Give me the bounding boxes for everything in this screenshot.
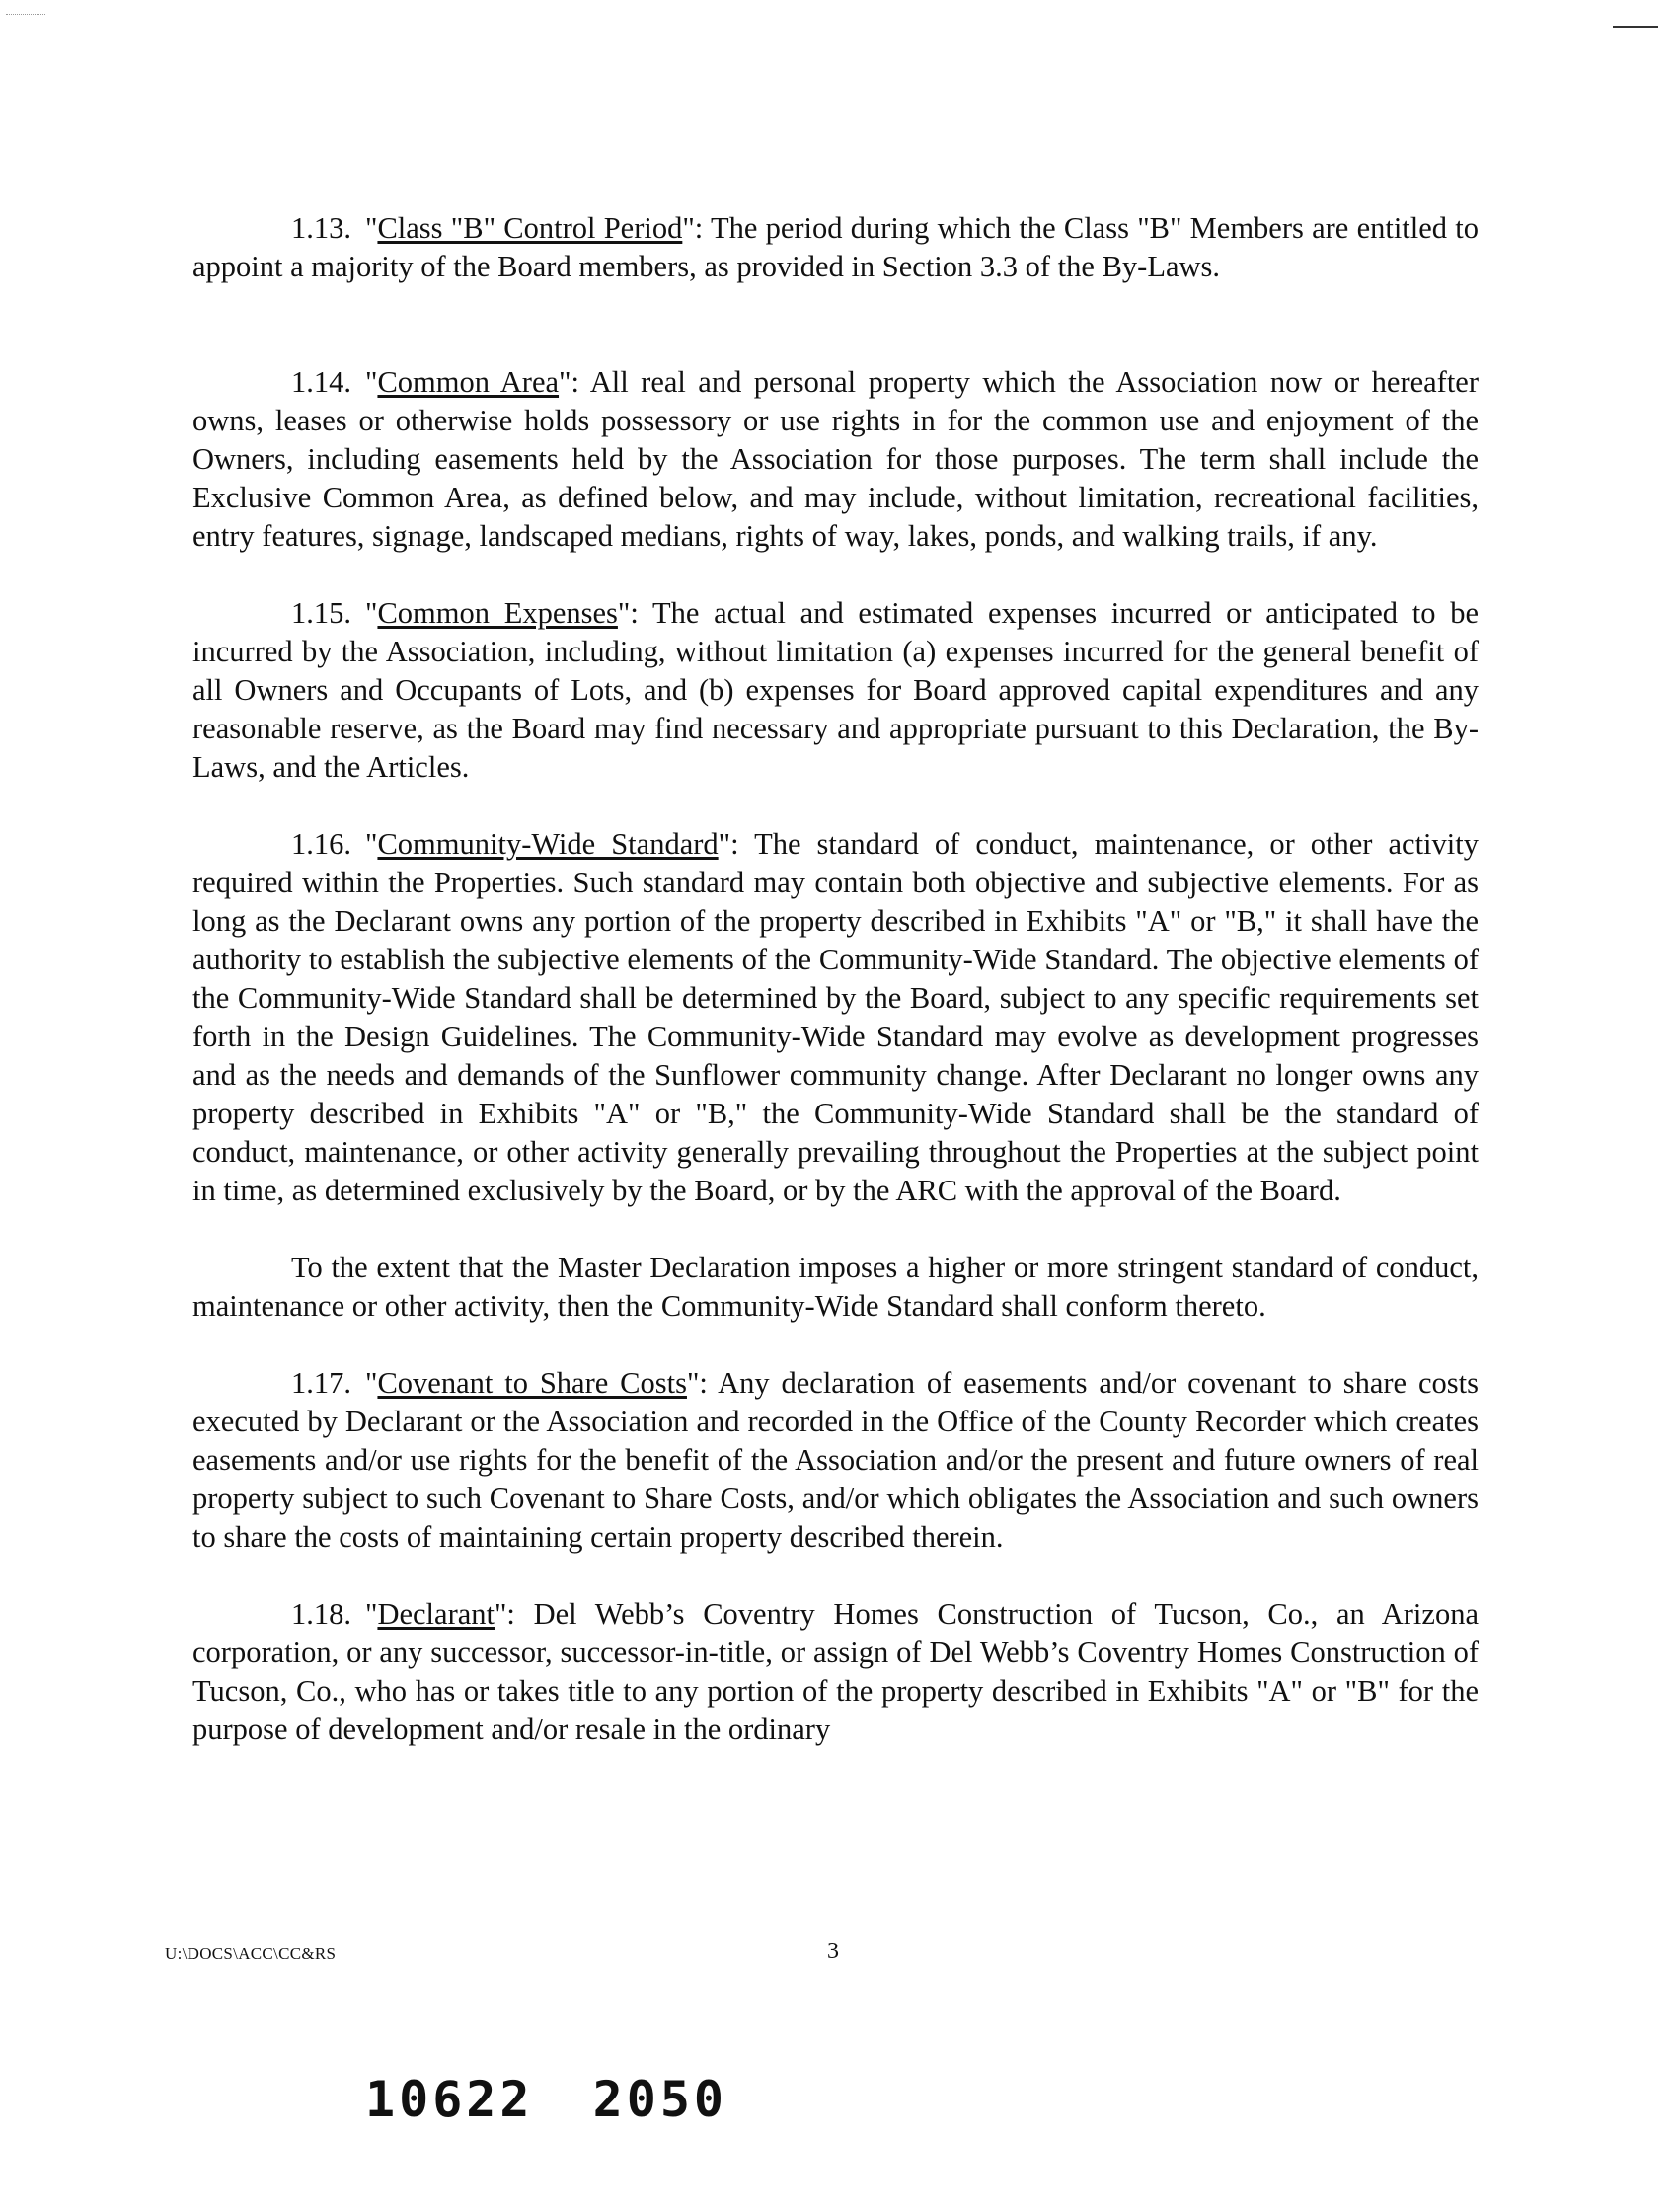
section-1-16: 1.16. "Community-Wide Standard": The standard of conduct, maintenance, or other activity required within the Properties. Such standard may contain both objective and subjective elements. For as long as the Declarant owns any portion of the property described in Exhibits "A" or "B," it shall have the authority to establish the subjective elements of the Community-Wide Standard. The objective elements of the Community-Wide Standard shall be determined by the Board, subject to any specific requirements set forth in the Design Guidelines. The Community-Wide Standard may evolve as development progresses and as the needs and demands of the Sunflower community change. After Declarant no longer owns any property described in Exhibits "A" or "B," the Community-Wide Standard shall be the standard of conduct, maintenance, or other activity generally prevailing throughout the Properties at the subject point in time, as determined exclusively by the Board, or by the ARC with the approval of the Board.: [192, 827, 1479, 1207]
section-number: 1.13.: [291, 211, 351, 245]
footer-page-number: 3: [827, 1939, 839, 1964]
section-number: 1.17.: [291, 1366, 351, 1400]
section-1-14: 1.14. "Common Area": All real and personal property which the Association now or hereafter owns, leases or otherwise holds possessory or use rights in for the common use and enjoyment of the Owners, including easements held by the Association for those purposes. The term shall include the Exclusive Common Area, as defined below, and may include, without limitation, recreational facilities, entry features, signage, landscaped medians, rights of way, lakes, ponds, and walking trails, if any.: [192, 365, 1479, 553]
defined-term: Declarant: [377, 1597, 495, 1631]
section-1-15: 1.15. "Common Expenses": The actual and estimated expenses incurred or anticipated to be incurred by the Association, including, without limitation (a) expenses incurred for the general benefit of all Owners and Occupants of Lots, and (b) expenses for Board approved capital expenditures and any reasonable reserve, as the Board may find necessary and appropriate pursuant to this Declaration, the By-Laws, and the Articles.: [192, 596, 1479, 784]
section-number: 1.15.: [291, 596, 351, 630]
defined-term: Common Area: [377, 365, 560, 399]
scan-mark-left: [6, 14, 45, 15]
section-number: 1.18.: [291, 1597, 351, 1631]
section-text: All real and personal property which the Association now or hereafter owns, leases or otherwise holds possessory or use rights in for the common use and enjoyment of the Owners, including easements held by the Association for those purposes. The term shall include the Exclusive Common Area, as defined below, and may include, without limitation, recreational facilities, entry features, signage, landscaped medians, rights of way, lakes, ponds, and walking trails, if any.: [192, 365, 1479, 553]
section-text: Del Webb’s Coventry Homes Construction of Tucson, Co., an Arizona corporation, or any successor, successor-in-title, or assign of Del Webb’s Coventry Homes Construction of Tucson, Co., who has or takes title to any portion of the property described in Exhibits "A" or "B" for the purpose of development and/or resale in the ordinary: [192, 1597, 1479, 1746]
section-text: To the extent that the Master Declaration imposes a higher or more stringent standard of conduct, maintenance or other activity, then the Community-Wide Standard shall conform thereto.: [192, 1251, 1479, 1323]
scan-mark-right: [1613, 26, 1658, 28]
section-number: 1.16.: [291, 827, 351, 861]
defined-term: Community-Wide Standard: [377, 827, 719, 861]
defined-term: Covenant to Share Costs: [377, 1366, 687, 1400]
section-1-16-continuation: [192, 1249, 1479, 1326]
recording-stamp: [365, 2071, 727, 2128]
section-text: The period during which the Class "B" Members are entitled to appoint a majority of the Board members, as provided in Section 3.3 of the By-Laws.: [192, 211, 1479, 283]
section-number: 1.14.: [291, 365, 351, 399]
section-1-18: 1.18. "Declarant": Del Webb’s Coventry Homes Construction of Tucson, Co., an Arizona corporation, or any successor, successor-in-title, or assign of Del Webb’s Coventry Homes Construction of Tucson, Co., who has or takes title to any portion of the property described in Exhibits "A" or "B" for the purpose of development and/or resale in the ordinary: [192, 1597, 1479, 1746]
section-text: Any declaration of easements and/or covenant to share costs executed by Declarant or the Association and recorded in the Office of the County Recorder which creates easements and/or use rights for the benefit of the Association and/or the present and future owners of real property subject to such Covenant to Share Costs, and/or which obligates the Association and such owners to share the costs of maintaining certain property described therein.: [192, 1366, 1479, 1554]
recording-page: 2050: [592, 2071, 728, 2128]
recording-book: 10622: [365, 2071, 534, 2128]
defined-term: Class "B" Control Period: [377, 211, 683, 245]
section-1-13: 1.13. "Class "B" Control Period": The period during which the Class "B" Members are entitled to appoint a majority of the Board members, as provided in Section 3.3 of the By-Laws.: [192, 211, 1479, 283]
document-body: [192, 209, 1479, 1749]
section-text: The actual and estimated expenses incurred or anticipated to be incurred by the Association, including, without limitation (a) expenses incurred for the general benefit of all Owners and Occupants of Lots, and (b) expenses for Board approved capital expenditures and any reasonable reserve, as the Board may find necessary and appropriate pursuant to this Declaration, the By-Laws, and the Articles.: [192, 596, 1479, 784]
defined-term: Common Expenses: [377, 596, 618, 630]
section-1-17: 1.17. "Covenant to Share Costs": Any declaration of easements and/or covenant to share costs executed by Declarant or the Association and recorded in the Office of the County Recorder which creates easements and/or use rights for the benefit of the Association and/or the present and future owners of real property subject to such Covenant to Share Costs, and/or which obligates the Association and such owners to share the costs of maintaining certain property described therein.: [192, 1366, 1479, 1554]
footer-file-path: U:\DOCS\ACC\CC&RS: [165, 1945, 337, 1963]
section-text: The standard of conduct, maintenance, or other activity required within the Properties. Such standard may contain both objective and subjective elements. For as long as the Declarant owns any portion of the property described in Exhibits "A" or "B," it shall have the authority to establish the subjective elements of the Community-Wide Standard. The objective elements of the Community-Wide Standard shall be determined by the Board, subject to any specific requirements set forth in the Design Guidelines. The Community-Wide Standard may evolve as development progresses and as the needs and demands of the Sunflower community change. After Declarant no longer owns any property described in Exhibits "A" or "B," the Community-Wide Standard shall be the standard of conduct, maintenance, or other activity generally prevailing throughout the Properties at the subject point in time, as determined exclusively by the Board, or by the ARC with the approval of the Board.: [192, 827, 1479, 1207]
